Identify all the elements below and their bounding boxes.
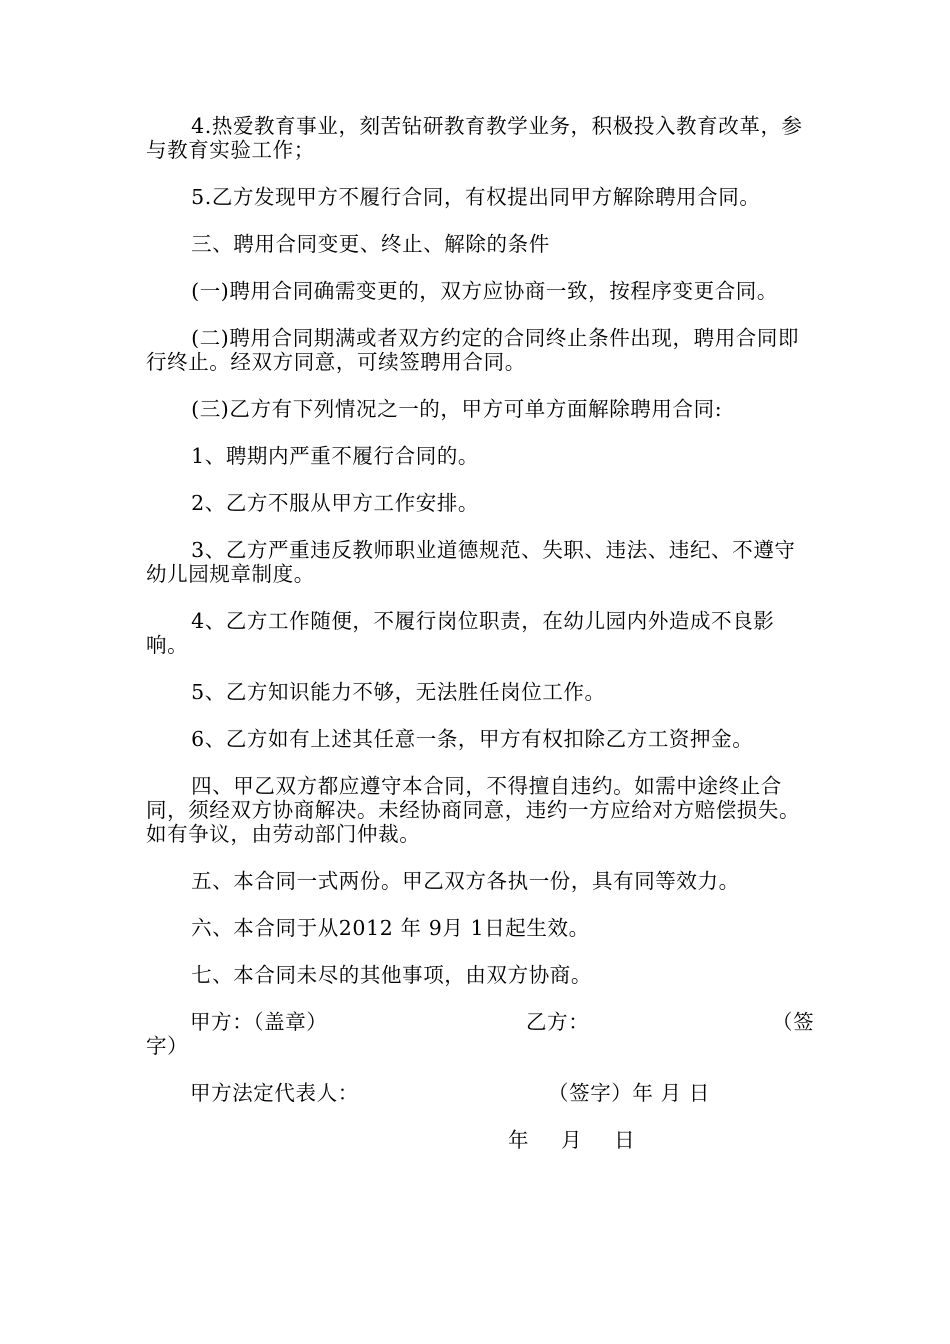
- section-6: 六、本合同于从2012 年 9月 1日起生效。: [191, 916, 590, 940]
- section-4: 四、甲乙双方都应遵守本合同，不得擅自违约。如需中途终止合同，须经双方协商解决。未经协商同意，违约一方应给对方赔偿损失。如有争议，由劳动部门仲裁。: [146, 774, 801, 846]
- party-b-sign-close: 字）: [146, 1034, 189, 1058]
- legal-rep-label: 甲方法定代表人：: [190, 1081, 359, 1105]
- legal-rep-row: [146, 1081, 806, 1105]
- date-row: [146, 1128, 806, 1152]
- termination-item-2: 2、乙方不服从甲方工作安排。: [191, 491, 480, 515]
- termination-item-1: 1、聘期内严重不履行合同的。: [191, 444, 480, 468]
- clause-3: (三)乙方有下列情况之一的，甲方可单方面解除聘用合同:: [191, 397, 723, 421]
- paragraph-item-5: 5.乙方发现甲方不履行合同，有权提出同甲方解除聘用合同。: [191, 185, 761, 209]
- party-b-label: 乙方：: [526, 1010, 590, 1034]
- paragraph-item-4: 4.热爱教育事业，刻苦钻研教育教学业务，积极投入教育改革，参与教育实验工作；: [146, 114, 803, 162]
- termination-item-5: 5、乙方知识能力不够，无法胜任岗位工作。: [191, 680, 606, 704]
- party-b-sign-open: （签: [772, 1010, 815, 1034]
- party-a-seal: 甲方：（盖章）: [190, 1010, 328, 1034]
- termination-item-6: 6、乙方如有上述其任意一条，甲方有权扣除乙方工资押金。: [191, 727, 754, 751]
- termination-item-4: 4、乙方工作随便，不履行岗位职责，在幼儿园内外造成不良影响。: [146, 609, 775, 657]
- clause-2: (二)聘用合同期满或者双方约定的合同终止条件出现，聘用合同即行终止。经双方同意，可续签聘用合同。: [146, 326, 800, 374]
- section-5: 五、本合同一式两份。甲乙双方各执一份，具有同等效力。: [191, 869, 740, 893]
- signature-row: [146, 1010, 815, 1058]
- legal-rep-sign-date: （签字）年 月 日: [548, 1081, 710, 1105]
- section-7: 七、本合同未尽的其他事项，由双方协商。: [191, 963, 592, 987]
- termination-item-3: 3、乙方严重违反教师职业道德规范、失职、违法、违纪、不遵守幼儿园规章制度。: [146, 538, 796, 586]
- contract-body: [146, 114, 815, 1152]
- clause-1: (一)聘用合同确需变更的，双方应协商一致，按程序变更合同。: [191, 279, 778, 303]
- party-a-date: 年 月 日: [508, 1128, 635, 1152]
- section-heading-3: 三、聘用合同变更、终止、解除的条件: [191, 232, 550, 256]
